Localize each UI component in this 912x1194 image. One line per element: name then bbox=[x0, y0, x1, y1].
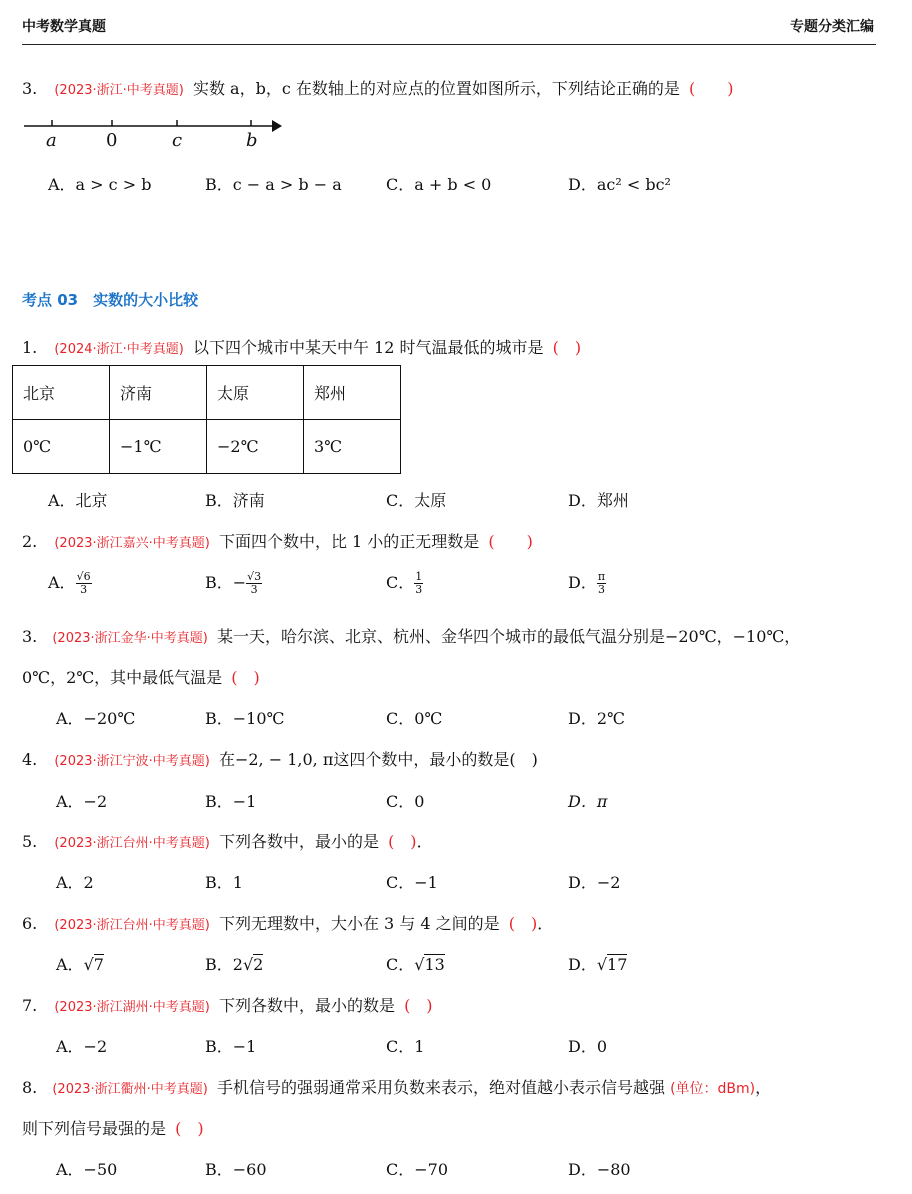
question-number: 6. bbox=[22, 914, 38, 933]
option-d[interactable]: D．−80 bbox=[568, 1160, 631, 1179]
option-a[interactable]: A．−2 bbox=[56, 1037, 108, 1056]
unit-note: (单位：dBm) bbox=[670, 1081, 756, 1097]
option-label: C． bbox=[386, 955, 415, 974]
question-text: 手机信号的强弱通常采用负数来表示，绝对值越小表示信号越强 bbox=[216, 1078, 665, 1097]
section-title: 考点 03 实数的大小比较 bbox=[22, 291, 199, 309]
option-c[interactable]: C．√13 bbox=[386, 955, 445, 974]
numerator: π bbox=[597, 570, 606, 583]
option-d[interactable]: D．−2 bbox=[568, 873, 621, 892]
option-a[interactable]: A．北京 bbox=[48, 491, 108, 510]
option-d[interactable]: D．√17 bbox=[568, 955, 628, 974]
numerator: 1 bbox=[415, 570, 423, 583]
option-c[interactable]: C．a + b < 0 bbox=[386, 175, 492, 194]
header-title: 中考数学真题 bbox=[22, 19, 106, 35]
answer-paren: ( ) bbox=[488, 532, 533, 551]
question-source: (2024·浙江·中考真题) bbox=[54, 342, 184, 357]
question-s4 bbox=[22, 747, 538, 770]
option-c[interactable] bbox=[386, 570, 423, 596]
number-line-label-0: 0 bbox=[106, 130, 118, 151]
option-d[interactable]: D．ac² < bc² bbox=[568, 175, 671, 194]
answer-paren: ( ) bbox=[175, 1119, 204, 1138]
question-s5 bbox=[22, 829, 433, 852]
option-a[interactable]: A．−2 bbox=[56, 792, 108, 811]
question-text: 下面四个数中，比 1 小的正无理数是 bbox=[218, 532, 480, 551]
option-a[interactable]: A．a > c > b bbox=[48, 175, 152, 194]
question-number: 2. bbox=[22, 532, 38, 551]
question-text: 在−2, − 1,0, π这四个数中，最小的数是( ) bbox=[218, 750, 538, 769]
fraction bbox=[76, 571, 92, 596]
numerator: √6 bbox=[76, 570, 91, 583]
question-number: 7. bbox=[22, 996, 38, 1015]
question-s2 bbox=[22, 529, 533, 552]
table-row bbox=[13, 366, 401, 420]
option-label: D． bbox=[568, 573, 597, 592]
option-b[interactable] bbox=[205, 570, 262, 596]
denominator: 3 bbox=[597, 583, 605, 596]
option-d[interactable]: D．2℃ bbox=[568, 709, 625, 728]
answer-paren: ( ) bbox=[688, 79, 734, 98]
answer-paren: ( ) bbox=[231, 668, 260, 687]
option-b[interactable]: B．c − a > b − a bbox=[205, 175, 342, 194]
question-s1 bbox=[22, 335, 581, 358]
table-cell: 北京 bbox=[13, 366, 110, 420]
question-text: 下列各数中，最小的数是 bbox=[218, 996, 395, 1015]
question-text: 某一天，哈尔滨、北京、杭州、金华四个城市的最低气温分别是−20℃，−10℃， bbox=[216, 627, 801, 646]
table-cell: −2℃ bbox=[207, 420, 304, 474]
option-a[interactable]: A．√7 bbox=[56, 955, 104, 974]
question-text: 则下列信号最强的是 bbox=[22, 1119, 167, 1138]
radicand: 7 bbox=[93, 955, 104, 974]
number-line-label-c: c bbox=[172, 130, 183, 151]
table-cell: 济南 bbox=[110, 366, 207, 420]
option-label: A． bbox=[56, 955, 84, 974]
answer-paren: ( ) bbox=[404, 996, 433, 1015]
fraction bbox=[597, 571, 606, 596]
question-tail: ． bbox=[416, 832, 433, 851]
option-a[interactable]: A．−20℃ bbox=[56, 709, 136, 728]
question-source: (2023·浙江湖州·中考真题) bbox=[54, 1000, 210, 1015]
question-source: (2023·浙江嘉兴·中考真题) bbox=[54, 536, 210, 551]
option-c[interactable]: C．1 bbox=[386, 1037, 425, 1056]
question-q3 bbox=[22, 76, 733, 99]
question-text: 实数 a，b，c 在数轴上的对应点的位置如图所示，下列结论正确的是 bbox=[192, 79, 680, 98]
header-divider bbox=[22, 44, 876, 45]
question-text: 0℃，2℃，其中最低气温是 bbox=[22, 668, 223, 687]
question-number: 1. bbox=[22, 338, 38, 357]
option-label: B．2 bbox=[205, 955, 243, 974]
question-source: (2023·浙江宁波·中考真题) bbox=[54, 754, 210, 769]
question-s8 bbox=[22, 1075, 771, 1098]
option-b[interactable]: B．−1 bbox=[205, 1037, 257, 1056]
question-number: 3. bbox=[22, 627, 38, 646]
table-cell: −1℃ bbox=[110, 420, 207, 474]
answer-paren: ( ) bbox=[552, 338, 582, 357]
option-d[interactable]: D．郑州 bbox=[568, 491, 629, 510]
option-d[interactable]: D．π bbox=[568, 792, 608, 811]
option-label: B．− bbox=[205, 573, 247, 592]
question-number: 8. bbox=[22, 1078, 38, 1097]
option-label: A． bbox=[48, 573, 76, 592]
option-b[interactable]: B．济南 bbox=[205, 491, 265, 510]
question-number: 5. bbox=[22, 832, 38, 851]
option-a[interactable] bbox=[48, 570, 92, 596]
question-number: 3. bbox=[22, 79, 38, 98]
option-d[interactable]: D．0 bbox=[568, 1037, 608, 1056]
question-tail: ． bbox=[537, 914, 554, 933]
fraction bbox=[414, 571, 423, 596]
option-b[interactable]: B．1 bbox=[205, 873, 243, 892]
table-row bbox=[13, 420, 401, 474]
option-b[interactable]: B．−10℃ bbox=[205, 709, 285, 728]
option-b[interactable]: B．−60 bbox=[205, 1160, 267, 1179]
denominator: 3 bbox=[80, 583, 88, 596]
question-source: (2023·浙江台州·中考真题) bbox=[54, 918, 210, 933]
question-s6 bbox=[22, 911, 553, 934]
question-source: (2023·浙江衢州·中考真题) bbox=[52, 1082, 208, 1097]
question-source: (2023·浙江台州·中考真题) bbox=[54, 836, 210, 851]
radicand: 2 bbox=[253, 955, 264, 974]
table-cell: 0℃ bbox=[13, 420, 110, 474]
option-b[interactable]: B．−1 bbox=[205, 792, 257, 811]
option-a[interactable]: A．−50 bbox=[56, 1160, 118, 1179]
fraction bbox=[246, 571, 262, 596]
question-s7 bbox=[22, 993, 433, 1016]
radicand: 13 bbox=[424, 955, 445, 974]
arrow-icon bbox=[272, 120, 282, 132]
option-c[interactable]: C．−1 bbox=[386, 873, 438, 892]
question-source: (2023·浙江金华·中考真题) bbox=[52, 631, 208, 646]
answer-paren: ( ) bbox=[388, 832, 417, 851]
question-text: 以下四个城市中某天中午 12 时气温最低的城市是 bbox=[192, 338, 544, 357]
table-cell: 太原 bbox=[207, 366, 304, 420]
option-a[interactable]: A．2 bbox=[56, 873, 94, 892]
option-label: D． bbox=[568, 955, 597, 974]
table-cell: 3℃ bbox=[304, 420, 401, 474]
header-category: 专题分类汇编 bbox=[790, 19, 874, 35]
question-s3-line2 bbox=[22, 665, 260, 688]
option-d[interactable] bbox=[568, 570, 606, 596]
option-c[interactable]: C．−70 bbox=[386, 1160, 449, 1179]
question-s3 bbox=[22, 624, 800, 647]
radicand: 17 bbox=[607, 955, 628, 974]
option-c[interactable]: C．太原 bbox=[386, 491, 447, 510]
question-number: 4. bbox=[22, 750, 38, 769]
table-cell: 郑州 bbox=[304, 366, 401, 420]
number-line-label-a: a bbox=[46, 130, 57, 151]
temperature-table bbox=[12, 365, 401, 474]
question-source: (2023·浙江·中考真题) bbox=[54, 83, 184, 98]
option-c[interactable]: C．0 bbox=[386, 792, 425, 811]
number-line-label-b: b bbox=[246, 130, 258, 151]
question-text: 下列无理数中，大小在 3 与 4 之间的是 bbox=[218, 914, 500, 933]
question-text: 下列各数中，最小的是 bbox=[218, 832, 379, 851]
numerator: √3 bbox=[247, 570, 262, 583]
question-text-comma: ， bbox=[755, 1078, 772, 1097]
option-label: C． bbox=[386, 573, 415, 592]
option-c[interactable]: C．0℃ bbox=[386, 709, 443, 728]
denominator: 3 bbox=[415, 583, 423, 596]
denominator: 3 bbox=[250, 583, 258, 596]
question-s8-line2 bbox=[22, 1116, 204, 1139]
answer-paren: ( ) bbox=[508, 914, 538, 933]
option-b[interactable]: B．2√2 bbox=[205, 955, 264, 974]
